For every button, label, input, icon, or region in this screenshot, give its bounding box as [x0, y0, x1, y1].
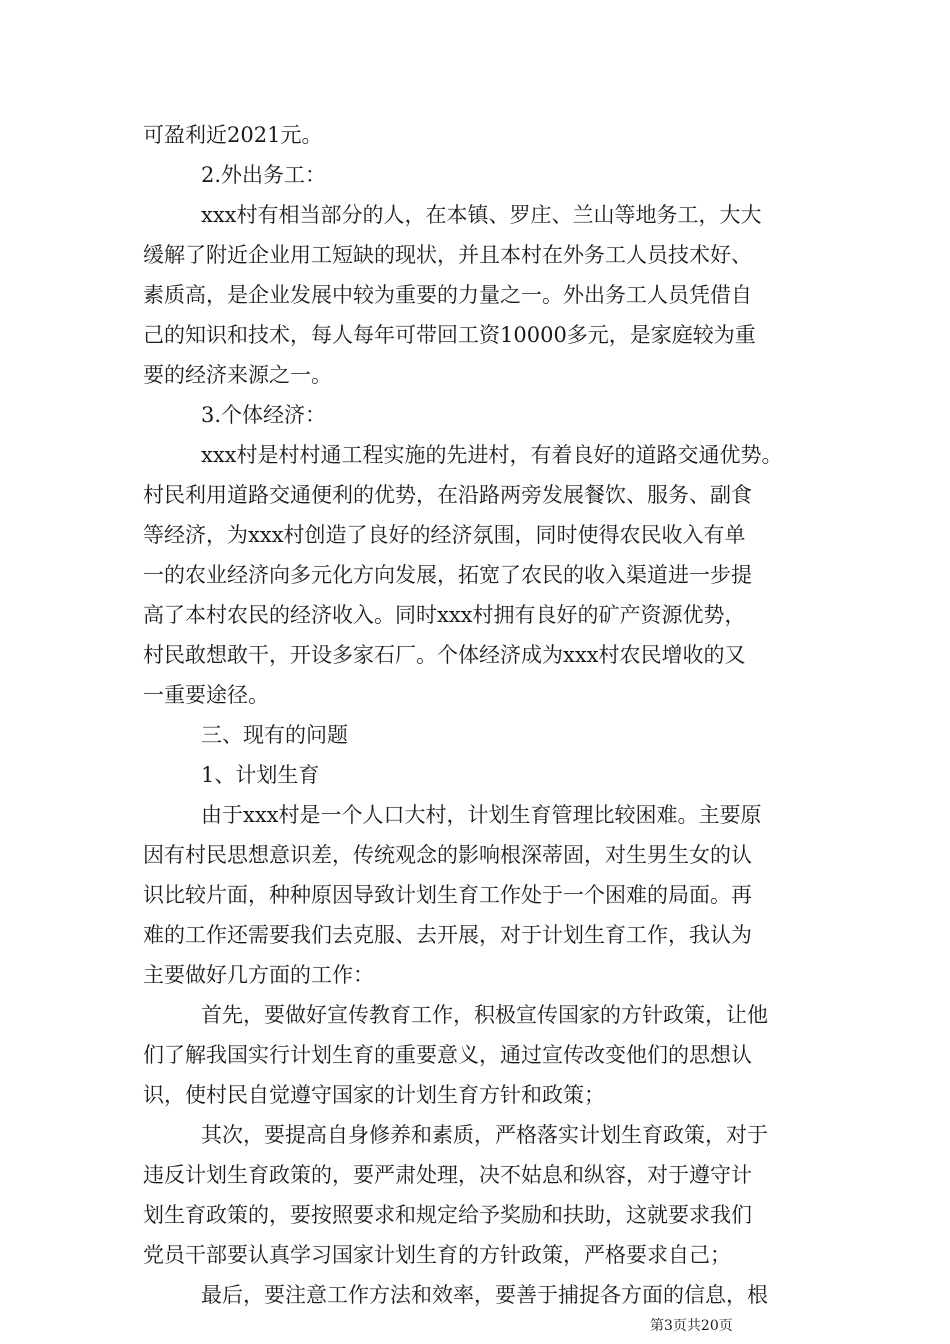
section-heading: 三、现有的问题 — [201, 723, 348, 747]
body-text-line: 要的经济来源之一。 — [143, 363, 332, 387]
body-text-line: 可盈利近2021元。 — [143, 123, 323, 147]
body-text-line: 己的知识和技术，每人每年可带回工资10000多元，是家庭较为重 — [143, 323, 756, 347]
body-text-line: 识比较片面，种种原因导致计划生育工作处于一个困难的局面。再 — [143, 883, 752, 907]
body-text-line: 划生育政策的，要按照要求和规定给予奖励和扶助，这就要求我们 — [143, 1203, 752, 1227]
subsection-heading: 1、计划生育 — [201, 763, 320, 787]
body-text-line: 识，使村民自觉遵守国家的计划生育方针和政策； — [143, 1083, 605, 1107]
paragraph-first-line: xxx村有相当部分的人，在本镇、罗庄、兰山等地务工，大大 — [201, 203, 762, 227]
body-text-line: 村民利用道路交通便利的优势，在沿路两旁发展餐饮、服务、副食 — [143, 483, 752, 507]
body-text-line: 违反计划生育政策的，要严肃处理，决不姑息和纵容，对于遵守计 — [143, 1163, 752, 1187]
body-text-line: 高了本村农民的经济收入。同时xxx村拥有良好的矿产资源优势， — [143, 603, 746, 627]
body-text-line: 主要做好几方面的工作： — [143, 963, 374, 987]
body-text-line: 素质高，是企业发展中较为重要的力量之一。外出务工人员凭借自 — [143, 283, 752, 307]
paragraph-first-line: xxx村是村村通工程实施的先进村，有着良好的道路交通优势。 — [201, 443, 783, 467]
section-heading: 2.外出务工： — [201, 163, 327, 187]
body-text-line: 一重要途径。 — [143, 683, 269, 707]
paragraph-first-line: 最后，要注意工作方法和效率，要善于捕捉各方面的信息，根 — [201, 1283, 768, 1307]
body-text-line: 党员干部要认真学习国家计划生育的方针政策，严格要求自己； — [143, 1243, 731, 1267]
paragraph-first-line: 由于xxx村是一个人口大村，计划生育管理比较困难。主要原 — [201, 803, 762, 827]
body-text-line: 等经济，为xxx村创造了良好的经济氛围，同时使得农民收入有单 — [143, 523, 746, 547]
paragraph-first-line: 首先，要做好宣传教育工作，积极宣传国家的方针政策，让他 — [201, 1003, 768, 1027]
body-text-line: 缓解了附近企业用工短缺的现状，并且本村在外务工人员技术好、 — [143, 243, 752, 267]
body-text-line: 村民敢想敢干，开设多家石厂。个体经济成为xxx村农民增收的又 — [143, 643, 746, 667]
body-text-line: 因有村民思想意识差，传统观念的影响根深蒂固，对生男生女的认 — [143, 843, 752, 867]
section-heading: 3.个体经济： — [201, 403, 327, 427]
body-text-line: 们了解我国实行计划生育的重要意义，通过宣传改变他们的思想认 — [143, 1043, 752, 1067]
paragraph-first-line: 其次，要提高自身修养和素质，严格落实计划生育政策，对于 — [201, 1123, 768, 1147]
page-number-footer: 第3页共20页 — [650, 1318, 733, 1334]
body-text-line: 一的农业经济向多元化方向发展，拓宽了农民的收入渠道进一步提 — [143, 563, 752, 587]
body-text-line: 难的工作还需要我们去克服、去开展，对于计划生育工作，我认为 — [143, 923, 752, 947]
